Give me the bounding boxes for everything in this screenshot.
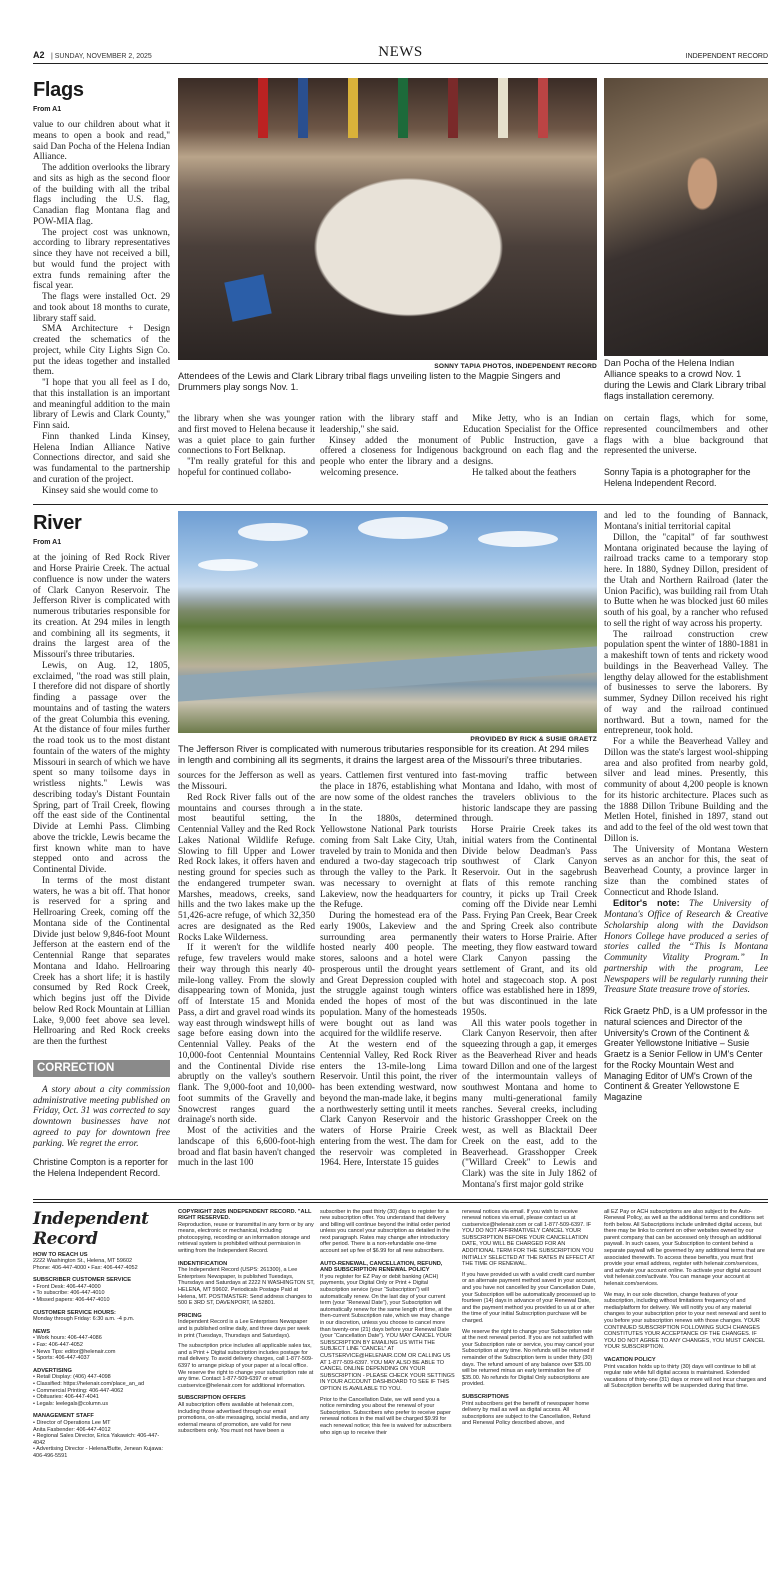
- footer-column-4: [462, 1209, 597, 1427]
- section-divider: [33, 504, 768, 505]
- flags-column-4: [463, 414, 598, 479]
- footer-line: • Director of Operations Lee MT: [33, 1419, 111, 1426]
- flags-column-5: [604, 414, 768, 489]
- dan-pocha-caption: Dan Pocha of the Helena Indian Alliance speaks to a crowd Nov. 1 during the Lewis and Clark Library tribal flags installation ceremony.: [604, 358, 766, 401]
- footer-line: • Obituaries: 406-447-4041: [33, 1394, 99, 1401]
- river-left-column: [33, 511, 170, 1179]
- river-story: [33, 511, 768, 1190]
- footer-line: • Fax: 406-447-4052: [33, 1342, 83, 1349]
- footer-line[interactable]: • Legals: leelegals@column.us: [33, 1400, 109, 1407]
- paragraph: The University of Montana Western serves as an anchor for this, the seat of Beaverhead County, a province larger in size than the combined states of Connecticut and Rhode Island.: [604, 844, 768, 898]
- footer-line: • Commercial Printing: 406-447-4062: [33, 1387, 124, 1394]
- footer-line: If you register for EZ Pay or debit banking (ACH) payments, your Digital Only or Print + Digital subscription service (your “Subscription”) will automatically renew. On the last day of your current term (your “Renewal Date”), your Subscription will automatically renew for the same length of time, at the then-current Subscription rate, which we may change in our discretion, unless you choose to cancel more than twenty-one (21) days before your Renewal Date (your “Cancellation Date”). YOU MAY CANCEL YOUR SUBSCRIPTION BY EMAILING US WITH THE SUBJECT LINE “CANCEL” AT CUSTSERVICE@HELENAIR.COM OR CALLING US AT 1-877-509-6397. YOU MAY ALSO BE ABLE TO CANCEL ONLINE DEPENDING ON YOUR SUBSCRIPTION - PLEASE CHECK YOUR SETTINGS IN YOUR ACCOUNT DASHBOARD TO SEE IF THIS OPTION IS AVAILABLE TO YOU.: [320, 1273, 455, 1392]
- paragraph: The addition overlooks the library and sits as high as the second floor of the building with all the tribal flags including the U.S. flag, Canadian flag Montana flag and POW-MIA flag.: [33, 163, 170, 227]
- footer-line: • Missed papers: 406-447-4010: [33, 1297, 110, 1304]
- footer-section-heading: NEWS: [33, 1328, 51, 1335]
- flags-photo-caption: Attendees of the Lewis and Clark Library tribal flags unveiling listen to the Magpie Singers and Drummers play songs Nov. 1.: [178, 371, 561, 392]
- footer-line: Prior to the Cancellation Date, we will send you a notice reminding you about the renewal of your Subscription. Subscribers who prefer to receive paper renewal notices in the mail will be charged $9.99 for each renewal notice; this fee is waived for subscribers who sign up to receive their: [320, 1396, 452, 1436]
- footer-line: renewal notices via email. If you wish to receive renewal notices via email, please contact us at custservice@helenair.com or call 1-877-509-6397. IF YOU DO NOT AFFIRMATIVELY CANCEL YOUR SUBSCRIPTION BEFORE YOUR CANCELLATION DATE, YOU WILL BE CHARGED FOR AN ADDITIONAL TERM FOR THE SUBSCRIPTION YOU INITIALLY SELECTED AT THE RATES IN EFFECT AT THE TIME OF RENEWAL.: [462, 1208, 595, 1268]
- flags-jump-line: From A1: [33, 106, 62, 113]
- issue-date: | SUNDAY, NOVEMBER 2, 2025: [51, 53, 152, 60]
- paragraph: Kinsey said she would come to: [42, 485, 158, 496]
- footer-line: • Work hours: 406-447-4086: [33, 1335, 102, 1342]
- footer-line: Print vacation holds up to thirty (30) days will continue to bill at regular rate while full digital access is maintained. Extended vacations of thirty-one (31) days or more will not incur charges and all Subscription benefits will be suspended during that time.: [604, 1363, 767, 1390]
- paragraph: At the western end of the Centennial Valley, Red Rock River enters the 13-mile-long Lima Reservoir. Until this point, the river has been extending westward, now beyond the man-made lake, it begins a northwesterly setting until it meets Clark Canyon Reservoir and the waters of Horse Prairie Creek entering from the west. The dam for the reservoir was completed in 1964. Here, Interstate 15 guides: [320, 1040, 457, 1169]
- river-photo-credit: PROVIDED BY RICK & SUSIE GRAETZ: [470, 736, 597, 744]
- flags-column-2: [178, 414, 315, 479]
- footer-line: Phone: 406-447-4000 • Fax: 406-447-4052: [33, 1264, 138, 1271]
- flags-headline: Flags: [33, 79, 84, 101]
- footer-line: We may, in our sole discretion, change features of your subscription, including without limitations frequency of and media/platform for delivery. We will notify you of any material changes to your subscription prior to your next renewal and sent to you before your subscription renews with those changes. YOUR CONTINUED SUBSCRIPTION FOLLOWING SUCH CHANGES CONSTITUTES YOUR ACCEPTANCE OF THE CHANGES. IF YOU DO NOT AGREE TO ANY CHANGES, YOU MUST CANCEL YOUR SUBSCRIPTION.: [604, 1291, 767, 1351]
- paragraph: Dillon, the "capital" of far southwest Montana originated because the laying of railroad tracks came to a temporary stop here. In 1880, Sydney Dillon, president of the Utah and Northern Railroad (later the Union Pacific), was building rail from Utah to Butte when he was blocked just 60 miles south of his goal, by a rancher who refused to sell the right of way across his property.: [604, 532, 768, 629]
- paragraph: ration with the library staff and leadership," she said.: [320, 414, 458, 435]
- dan-pocha-photo[interactable]: [604, 78, 768, 356]
- paragraph: In the 1880s, determined Yellowstone National Park tourists coming from Salt Lake City, Utah, traveled by train to Monida and then endured a two-day stagecoach trip through the valley to the Park. It was necessary to overnight at Lakeview, now the headquarters for the Refuge.: [320, 814, 457, 911]
- paragraph: "I hope that you all feel as I do, that this installation is an important and meaningful addition to the main library of Lewis and Clark County," Finn said.: [33, 378, 170, 431]
- correction-label: CORRECTION: [33, 1060, 170, 1077]
- paragraph: the library when she was younger and first moved to Helena because it was a quiet place to gain further connections to Fort Belknap.: [178, 414, 315, 457]
- footer-section-heading: AUTO-RENEWAL, CANCELLATION, REFUND, AND SUBSCRIPTION RENEWAL POLICY: [320, 1260, 443, 1274]
- paragraph: For a while the Beaverhead Valley and Dillon was the state's largest wool-shipping area and also profited from nearby gold, silver and lead mines. Presently, this community of about 4,200 people is known for its historic architecture. Places such as the 1888 Dillon Tribune Building and the Metlen Hotel, finished in 1897, stand out and add to the feel of the old west town that Dillon is.: [604, 737, 768, 844]
- river-column-5-text: [604, 511, 768, 898]
- footer-line: Print subscribers get the benefit of newspaper home delivery by mail as well as digital access. All subscriptions are subject to the Cancellation, Refund and Renewal Policy described above, and: [462, 1400, 591, 1427]
- paragraph: SMA Architecture + Design created the schematics of the project, while City Lights Sign Co. put the ideas together and installed them.: [33, 324, 170, 378]
- footer-line: • Front Desk: 406-447-4000: [33, 1283, 101, 1290]
- flags-story: [33, 78, 768, 496]
- footer-contact-column: [33, 1209, 170, 1460]
- paragraph: Mike Jetty, who is an Indian Education Specialist for the Office of Public Instruction, gave a background on each flag and the designs.: [463, 414, 598, 467]
- editors-note-label: Editor's note:: [613, 898, 680, 909]
- footer-section-heading: CUSTOMER SERVICE HOURS:: [33, 1309, 116, 1316]
- footer: [33, 1209, 768, 1460]
- paragraph: fast-moving traffic between Montana and Idaho, with most of the travelers oblivious to the historic landscape they are passing through.: [462, 771, 597, 825]
- footer-section-heading: SUBSCRIPTION OFFERS: [178, 1395, 246, 1402]
- paragraph: During the homestead era of the early 1900s, Lakeview and the surrounding area permanently hosted nearly 400 people. The stores, saloons and a hotel were prosperous until the drought years and Great Depression coupled with the struggle against tough winters ended the hopes of most of the population. Many of the homesteads were bought out as land was acquired for the wildlife reserve.: [320, 911, 457, 1040]
- paragraph: He talked about the feathers: [472, 467, 577, 478]
- river-author-bio: Rick Graetz PhD, is a UM professor in the natural sciences and Director of the University's Crown of the Continent & Greater Yellowstone Initiative – Susie Graetz is a Senior Fellow in UM's Center for the Rocky Mountain West and Managing Editor of UM's Crown of the Continent & Greater Yellowstone E Magazine: [604, 1006, 768, 1102]
- footer-line: 2222 Washington St., Helena, MT 59602: [33, 1258, 133, 1265]
- paragraph: Kinsey added the monument offered a closeness for Indigenous people who enter the library and a welcoming presence.: [320, 435, 458, 478]
- page-number: A2: [33, 50, 45, 60]
- correction-author-bio: Christine Compton is a reporter for the Helena Independent Record.: [33, 1157, 168, 1178]
- editors-note: [604, 898, 768, 996]
- correction-box: [33, 1085, 170, 1179]
- footer-column-2: [178, 1209, 315, 1435]
- paper-name: INDEPENDENT RECORD: [685, 53, 768, 60]
- paragraph: Red Rock River falls out of the mountains and courses through a most beautiful setting, the Centennial Valley and the Red Rock Lakes National Wildlife Refuge. Slowing to fill Upper and Lower Red Rock lakes, it offers haven and nesting ground for species such as the endangered trumpeter swan. Marshes, meadows, creeks, sand hills and the two lakes make up the 51,426-acre refuge, of which 32,350 acres are designated as the Red Rocks Lake Wilderness.: [178, 792, 315, 943]
- footer-line: Independent Record is a Lee Enterprises Newspaper and is published online daily, and three days per week in print (Tuesdays, Thursdays and Saturdays).: [178, 1319, 310, 1339]
- paragraph: value to our children about what it means to open a book and read," said Dan Pocha of the Helena Indian Alliance.: [33, 120, 170, 163]
- footer-line: subscriber in the past thirty (30) days to register for a new subscription offer. You understand that delivery and billing will continue beyond the initial order period unless you cancel your subscription as detailed in the next paragraph. Rates may change after introductory offer period. There is a non-refundable one-time account set up fee of $6.99 for all new subscribers.: [320, 1208, 451, 1255]
- paragraph: The railroad construction crew population spent the winter of 1880-1881 in a makeshift town of tents and rickety wood buildings in the Beaverhead Valley. The lengthy delay allowed for the establishment of businesses to serve the laborers. By summer, Sydney Dillon received his right of way and the railroad continued northward. But a town, named for the entrepreneur, took hold.: [604, 629, 768, 737]
- paragraph: and led to the founding of Bannack, Montana's initial territorial capital: [604, 511, 768, 532]
- paragraph: If it weren't for the wildlife refuge, few travelers would make their way through this nearly 40-mile-long valley. From the slowly disappearing town of Monida, just off of Interstate 15 and Monida Pass, a dirt and gravel road winds its way east through windswept hills of sage before easing down into the Centennial Valley. Peaks of the 10,000-foot Centennial Mountains and the Continental Divide rise abruptly on the valley's southern flank. The 9,000-foot and 10,000-foot summits of the Gravelly and Snowcrest ranges guard the drainage's north side.: [178, 943, 315, 1126]
- footer-section-heading: VACATION POLICY: [604, 1356, 656, 1363]
- paragraph: Most of the activities and the landscape of this 6,600-foot-high broad and flat basin haven't changed much in the last 100: [178, 1126, 315, 1169]
- footer-line: • To subscribe: 406-447-4010: [33, 1290, 105, 1297]
- footer-line: If you have provided us with a valid credit card number or an alternate payment method saved in your account, and you have not cancelled by your Cancellation Date, your Subscription will be automatically processed up to fourteen (14) days in advance of your Renewal Date, and the payment method you provided to us at or after the time of your initial Subscription purchase will be charged.: [462, 1271, 597, 1324]
- footer-line: The Independent Record (USPS: 261300), a Lee Enterprises Newspaper, is published Tuesdays, Thursdays and Saturdays at 2222 N WASHINGTON ST, HELENA, MT 59602. Periodicals Postage Paid at Helena, MT. POSTMASTER: Send address changes to 500 E 3RD ST, DAVENPORT, IA 52801.: [178, 1267, 315, 1307]
- paragraph: Finn thanked Linda Kinsey, Helena Indian Alliance Native Connections director, and said she was fundamental to the partnership and curation of the project.: [33, 431, 170, 485]
- footer-column-5: [604, 1209, 768, 1390]
- footer-line: • Sports: 406-447-4037: [33, 1355, 90, 1362]
- footer-section-heading: COPYRIGHT 2025 INDEPENDENT RECORD. "ALL RIGHT RESERVED.: [178, 1208, 312, 1222]
- river-column-4: [462, 771, 597, 1190]
- footer-section-heading: HOW TO REACH US: [33, 1251, 88, 1258]
- paragraph: on certain flags, which for some, represented councilmembers and other flags with a blue background that represented the universe.: [604, 414, 768, 457]
- independent-record-logo: Independent Record: [33, 1208, 149, 1249]
- river-center-block: [178, 511, 597, 1190]
- footer-section-heading: MANAGEMENT STAFF: [33, 1413, 94, 1420]
- paragraph: In terms of the most distant waters, he was a bit off. That honor is reserved for a spring and Hellroaring Creek, coming off the Montana side of the Continental Divide just below 9,846-foot Mount Jefferson at the eastern end of the Centennial Range that separates Montana and Idaho. Hellroaring Creek has a short life; it is hastily consumed by Red Rock Creek, which begins just off the Divide below Red Rock Mountain at Lillian Lake, 9,000 feet above sea level. Hellroaring and Red Rock creeks are then the furthest: [33, 875, 170, 1047]
- footer-line: Anita Fasbender: 406-447-4012: [33, 1426, 111, 1433]
- footer-line: All subscription offers available at helenair.com, including those advertised through our email promotions, on-site messaging, social media, and any external means of promotion, are valid for new subscribers only. You must not have been a: [178, 1401, 310, 1435]
- footer-section-heading: ADVERTISING: [33, 1367, 72, 1374]
- footer-line: • Regional Sales Director, Erica Yakawich: 406-447-4042: [33, 1433, 160, 1446]
- footer-section-heading: SUBSCRIPTIONS: [462, 1393, 509, 1400]
- correction-text: A story about a city commission administrative meeting published on Friday, Oct. 31 was corrected to say downtown businesses have not agreed to pay for downtown free parking. We regret the error.: [33, 1084, 170, 1149]
- flags-author-bio: Sonny Tapia is a photographer for the Helena Independent Record.: [604, 467, 751, 488]
- paragraph: Lewis, on Aug. 12, 1805, exclaimed, "the road was still plain, I therefore did not dispare of shortly finding a passage over the mountains and of tasting the waters of the great Columbia this evening. At the distance of four miles further the road took us to the most distant fountain of the waters of the mighty Missouri in search of which we have spent so many toilsome days in wristless nights." Lewis was describing today's Distant Fountain Spring, part of Trail Creek, flowing off the east side of the Continental Divide at Lemhi Pass. Climbing above the trickle, Lewis became the first known white man to have stepped onto and across the Continental Divide.: [33, 660, 170, 875]
- flags-column-1: [33, 120, 170, 496]
- paragraph: at the joining of Red Rock River and Horse Prairie Creek. The actual confluence is now under the waters of Clark Canyon Reservoir. The Jefferson River is complicated with numerous tributaries responsible for its creation. At 294 miles in length and combining all its segments, it drains the largest area of the Missouri's three tributaries.: [33, 553, 170, 660]
- footer-line: Reproduction, reuse or transmittal in any form or by any means, electronic or mechanical, including photocopying, recording or an information storage and retrieval system is prohibited without permission in writing from the Independent Record.: [178, 1221, 314, 1255]
- flags-photo-credit: SONNY TAPIA PHOTOS, INDEPENDENT RECORD: [434, 363, 597, 370]
- flags-right-block: [178, 78, 768, 489]
- footer-line: We reserve the right to change your Subscription rate at the next renewal period. If you are not satisfied with your Subscription rate or service, you may cancel your Subscription at any time. No refunds will be returned if remainder of the Subscription term is under thirty (30) days. The refund amount of any balance over $35.00 will be returned minus an early termination fee of $35.00. No refunds for Digital Only subscriptions are provided.: [462, 1328, 595, 1388]
- river-column-1: [33, 553, 170, 1048]
- footer-line: • Retail Display: (406) 447-4098: [33, 1374, 111, 1381]
- footer-col1-sections: [33, 1252, 170, 1460]
- footer-line: The subscription price includes all applicable sales tax, and a Print + Digital subscription includes postage for mail delivery. To avoid delivery charges, call 1-877-509-6397 to arrange pickup of your paper at a local office. We reserve the right to change your subscription rate at any time. Contact 1-877-509-6397 or email custservice@helenair.com for additional information.: [178, 1343, 314, 1389]
- footer-section-heading: SUBSCRIBER CUSTOMER SERVICE: [33, 1277, 132, 1284]
- paragraph: years. Cattlemen first ventured into the place in 1876, establishing what are now some of the oldest ranches in the state.: [320, 771, 457, 814]
- river-headline: River: [33, 512, 82, 535]
- footer-column-3: [320, 1209, 455, 1441]
- flags-left-column: [33, 78, 170, 496]
- page-body: [33, 0, 768, 1460]
- jefferson-river-photo[interactable]: [178, 511, 597, 733]
- paragraph: The project cost was unknown, according to library representatives since they have not received a bill, but would fund the project with extra funds remaining after the fiscal year.: [33, 227, 170, 292]
- footer-divider: [33, 1199, 768, 1203]
- river-column-2: [178, 771, 315, 1169]
- paragraph: "I'm really grateful for this and hopeful for continued collabo-: [178, 457, 315, 478]
- flags-ceremony-photo[interactable]: [178, 78, 597, 360]
- paragraph: The flags were installed Oct. 29 and took about 18 months to curate, library staff said.: [33, 292, 170, 324]
- river-photo-caption: The Jefferson River is complicated with numerous tributaries responsible for its creation. At 294 miles in length and combining all its segments, it drains the largest area of the Missouri's three tributaries.: [178, 744, 589, 766]
- river-jump-line: From A1: [33, 539, 62, 547]
- editors-note-text: The University of Montana's Office of Research & Creative Scholarship along with the Davidson Honors College have produced a series of stories called the “This Is Montana Community Vitality Program.” In partnership with the program, Lee Newspapers will be regularly running their Treasure State treasure trove of stories.: [604, 899, 768, 996]
- flags-column-3: [320, 414, 458, 479]
- footer-section-heading: PRICING: [178, 1312, 202, 1319]
- footer-line[interactable]: • News Tips: editor@helenair.com: [33, 1348, 116, 1355]
- footer-line: • Advertising Director - Helena/Butte, Jenean Kujawa: 406-496-5591: [33, 1446, 164, 1459]
- river-column-3: [320, 771, 457, 1169]
- footer-line: all EZ Pay or ACH subscriptions are also subject to the Auto-Renewal Policy, as well as the additional terms and conditions set forth below. All Subscriptions include unlimited digital access, but there may be links to content on other websites owned by our parent company that can be accessed only through an additional paywall. In such cases, your Subscription to content behind a separate paywall will be governed by any additional terms that are associated therewith. To access these benefits, you must first provide your email address, register with helenair.com/services, and activate your account online. To activate your digital account visit helenair.com/activate. You can manage your account at helenair.com/services.: [604, 1208, 765, 1288]
- flags-column-5-text: [604, 414, 768, 457]
- issue-date-text: SUNDAY, NOVEMBER 2, 2025: [54, 53, 152, 60]
- paragraph: sources for the Jefferson as well as the Missouri.: [178, 771, 315, 792]
- river-column-5: [604, 511, 768, 1103]
- footer-section-heading: INDENTIFICATION: [178, 1260, 228, 1267]
- paragraph: Horse Prairie Creek takes its initial waters from the Continental Divide below Deadman's Pass southwest of Clark Canyon Reservoir. Out in the sagebrush flats of this remote ranching country, it picks up Trail Creek coming off the Divide near Lemhi Pass. Frying Pan Creek, Bear Creek and Spring Creek also contribute their waters to Horse Prairie. After meeting, they flow eastward toward Clark Canyon passing the settlement of Grant, and its old hotel and stagecoach stop. A post office was established here in 1899, but was discontinued in the late 1950s.: [462, 825, 597, 1018]
- paragraph: All this water pools together in Clark Canyon Reservoir, then after squeezing through a gap, it emerges as the Beaverhead River and heads toward Dillon and one of the largest of the intermountain valleys of southwest Montana and home to many multi-generational family ranches. Several creeks, including historic Grasshopper Creek on the west, as well as Blacktail Deer Creek on the east, add to the Beaverhead. Grasshopper Creek ("Willard Creek" to Lewis and Clark) was the site in July 1862 of Montana's first major gold strike: [462, 1018, 597, 1190]
- section-title: NEWS: [378, 44, 423, 60]
- footer-line[interactable]: • Classified: https://helenair.com/place_an_ad: [33, 1381, 145, 1387]
- footer-line: Monday through Friday: 6:30 a.m. -4 p.m.: [33, 1316, 135, 1323]
